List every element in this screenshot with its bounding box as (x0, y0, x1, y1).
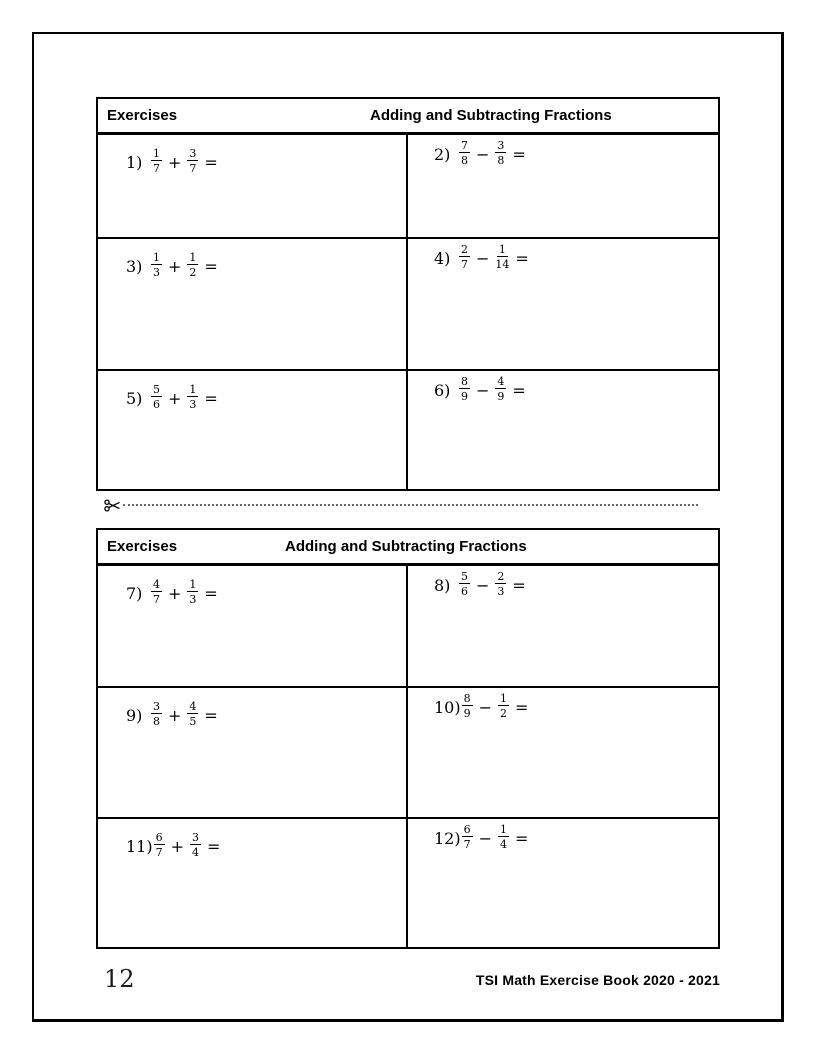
operator: − (476, 575, 490, 595)
exercise-equation (434, 825, 718, 851)
denominator: 9 (461, 390, 468, 403)
exercise-equation (126, 253, 406, 279)
denominator: 7 (153, 593, 160, 606)
exercise-equation (126, 385, 406, 411)
operator: + (168, 388, 182, 408)
denominator: 14 (495, 258, 510, 271)
fraction (462, 693, 473, 719)
fraction (459, 244, 470, 270)
exercise-cell-12 (408, 817, 718, 947)
fraction (459, 571, 470, 597)
exercise-number: 3) (126, 256, 143, 276)
exercise-equation (126, 702, 406, 728)
numerator: 3 (153, 700, 160, 713)
denominator: 6 (153, 398, 160, 411)
denominator: 9 (497, 390, 505, 403)
denominator: 5 (189, 715, 197, 728)
numerator: 5 (153, 383, 160, 396)
denominator: 3 (497, 585, 505, 598)
exercise-equation (126, 149, 406, 175)
equals-sign: = (512, 575, 526, 595)
exercise-number: 2) (434, 144, 451, 164)
book-title: TSI Math Exercise Book 2020 - 2021 (475, 972, 720, 988)
dotted-cut-rule (123, 504, 698, 506)
denominator: 7 (155, 846, 163, 859)
equals-sign: = (204, 583, 218, 603)
exercise-number: 11) (126, 836, 153, 856)
numerator: 6 (463, 823, 471, 836)
equals-sign: = (204, 152, 218, 172)
numerator: 4 (153, 578, 160, 591)
operator: + (168, 705, 182, 725)
exercise-cell-1 (98, 135, 408, 237)
exercise-equation (126, 833, 406, 859)
denominator: 8 (461, 154, 468, 167)
fraction (151, 384, 162, 410)
exercise-equation (434, 694, 718, 720)
exercise-cell-9 (98, 686, 408, 817)
exercise-equation (434, 141, 718, 167)
numerator: 3 (189, 147, 197, 160)
operator: − (476, 380, 490, 400)
numerator: 6 (155, 831, 163, 844)
fraction (498, 693, 509, 719)
denominator: 7 (189, 162, 197, 175)
numerator: 5 (461, 570, 468, 583)
table-header (98, 99, 718, 135)
denominator: 8 (153, 715, 160, 728)
exercise-cell-11 (98, 817, 408, 947)
denominator: 4 (500, 838, 508, 851)
numerator: 2 (497, 570, 505, 583)
exercise-number: 4) (434, 248, 451, 268)
equals-sign: = (204, 256, 218, 276)
exercise-cell-5 (98, 369, 408, 489)
exercise-number: 7) (126, 583, 143, 603)
header-title: Adding and Subtracting Fractions (370, 107, 612, 124)
header-title: Adding and Subtracting Fractions (285, 538, 527, 555)
numerator: 1 (498, 243, 506, 256)
fraction (151, 148, 162, 174)
exercise-grid (98, 566, 718, 947)
operator: + (168, 583, 182, 603)
exercises-table-2 (96, 528, 720, 949)
fraction (187, 148, 198, 174)
exercise-cell-2 (408, 135, 718, 237)
denominator: 3 (153, 266, 160, 279)
fraction (495, 140, 506, 166)
exercise-number: 8) (434, 575, 451, 595)
equals-sign: = (515, 697, 529, 717)
exercise-number: 9) (126, 705, 143, 725)
denominator: 6 (461, 585, 468, 598)
equals-sign: = (512, 144, 526, 164)
denominator: 4 (192, 846, 200, 859)
exercise-number: 10) (434, 697, 461, 717)
fraction (495, 571, 506, 597)
equals-sign: = (204, 388, 218, 408)
numerator: 1 (500, 692, 508, 705)
fraction (151, 701, 162, 727)
numerator: 3 (192, 831, 200, 844)
denominator: 3 (189, 593, 197, 606)
exercise-cell-4 (408, 237, 718, 369)
exercise-cell-10 (408, 686, 718, 817)
denominator: 2 (189, 266, 197, 279)
numerator: 4 (497, 375, 505, 388)
page-footer (104, 964, 720, 992)
cut-line (104, 497, 698, 513)
operator: + (168, 152, 182, 172)
exercise-equation (434, 572, 718, 598)
fraction (462, 824, 473, 850)
fraction (187, 384, 198, 410)
scissors-icon (104, 499, 121, 512)
numerator: 3 (497, 139, 505, 152)
exercise-cell-7 (98, 566, 408, 686)
exercise-grid (98, 135, 718, 489)
exercise-number: 12) (434, 828, 461, 848)
equals-sign: = (515, 248, 529, 268)
exercise-equation (434, 245, 718, 271)
fraction (498, 824, 509, 850)
exercise-equation (434, 377, 718, 403)
denominator: 2 (500, 707, 508, 720)
exercises-table-1 (96, 97, 720, 491)
numerator: 1 (500, 823, 508, 836)
exercise-cell-8 (408, 566, 718, 686)
equals-sign: = (204, 705, 218, 725)
numerator: 4 (189, 700, 197, 713)
operator: + (168, 256, 182, 276)
operator: − (478, 697, 493, 717)
operator: − (478, 828, 493, 848)
fraction (187, 579, 198, 605)
exercise-cell-6 (408, 369, 718, 489)
fraction (495, 244, 509, 270)
exercise-number: 1) (126, 152, 143, 172)
fraction (151, 252, 162, 278)
operator: − (476, 144, 490, 164)
numerator: 8 (461, 375, 468, 388)
exercise-cell-3 (98, 237, 408, 369)
numerator: 1 (189, 383, 197, 396)
header-label: Exercises (107, 107, 178, 124)
denominator: 9 (463, 707, 471, 720)
denominator: 3 (189, 398, 197, 411)
numerator: 1 (189, 251, 197, 264)
denominator: 7 (153, 162, 160, 175)
numerator: 1 (189, 578, 197, 591)
operator: + (170, 836, 185, 856)
exercise-number: 6) (434, 380, 451, 400)
page-number: 12 (104, 965, 135, 993)
equals-sign: = (512, 380, 526, 400)
equals-sign: = (207, 836, 221, 856)
numerator: 8 (463, 692, 471, 705)
fraction (187, 252, 198, 278)
table-header (98, 530, 718, 566)
fraction (154, 832, 165, 858)
fraction (459, 376, 470, 402)
header-label: Exercises (107, 538, 178, 555)
operator: − (476, 248, 490, 268)
fraction (495, 376, 506, 402)
numerator: 1 (153, 251, 160, 264)
fraction (151, 579, 162, 605)
exercise-equation (126, 580, 406, 606)
fraction (190, 832, 201, 858)
denominator: 8 (497, 154, 505, 167)
numerator: 1 (153, 147, 160, 160)
numerator: 7 (461, 139, 468, 152)
denominator: 7 (461, 258, 468, 271)
equals-sign: = (515, 828, 529, 848)
exercise-number: 5) (126, 388, 143, 408)
fraction (187, 701, 198, 727)
numerator: 2 (461, 243, 468, 256)
fraction (459, 140, 470, 166)
denominator: 7 (463, 838, 471, 851)
